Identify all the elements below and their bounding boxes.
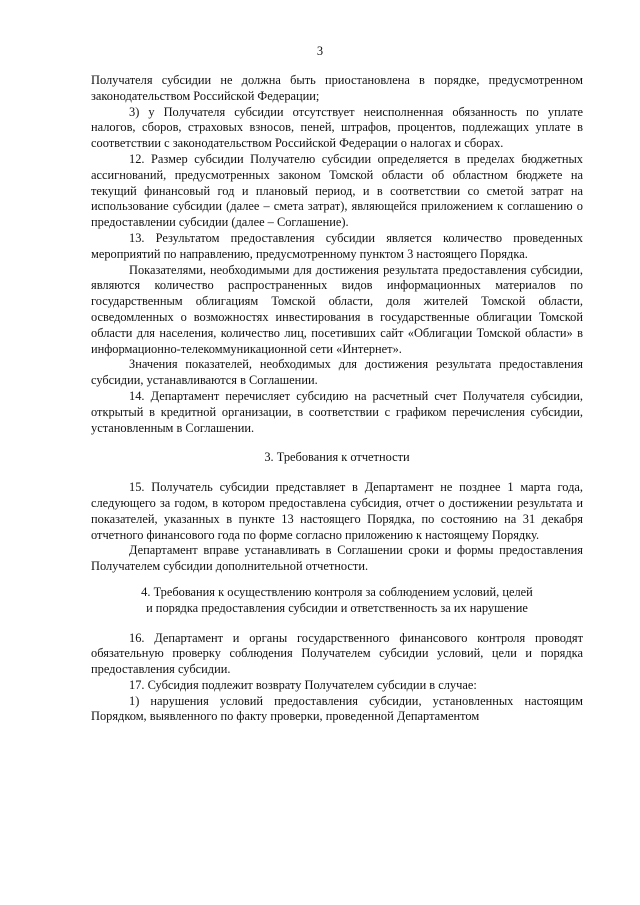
page-number: 3 [316, 44, 324, 58]
paragraph: 16. Департамент и органы государственного финансового контроля проводят обязательную проверку соблюдения Получателем субсидии условий, цели и порядка предоставления субсидии. [91, 630, 583, 677]
section-heading-3: 3. Требования к отчетности [264, 450, 410, 465]
paragraph: 13. Результатом предоставления субсидии является количество проведенных мероприятий по направлению, предусмотренному пунктом 3 настоящего Порядка. [91, 230, 583, 261]
paragraph: 3) у Получателя субсидии отсутствует неисполненная обязанность по уплате налогов, сборов, страховых взносов, пеней, штрафов, процентов, подлежащих уплате в соответствии с законодательством Российской Федерации о налогах и сборах. [91, 104, 583, 151]
paragraph: 17. Субсидия подлежит возврату Получателем субсидии в случае: [129, 677, 477, 692]
section-heading-4-line: и порядка предоставления субсидии и ответственность за их нарушение [146, 600, 528, 615]
paragraph: 12. Размер субсидии Получателю субсидии определяется в пределах бюджетных ассигнований, предусмотренных законом Томской области об областном бюджете на текущий финансовый год и плановый период, и в соответствии со сметой затрат на использование субсидии (далее – смета затрат), являющейся приложением к соглашению о предоставлении субсидии (далее – Соглашение). [91, 151, 583, 230]
paragraph: Департамент вправе устанавливать в Соглашении сроки и формы предоставления Получателем субсидии дополнительной отчетности. [91, 543, 583, 574]
paragraph: Значения показателей, необходимых для достижения результата предоставления субсидии, устанавливаются в Соглашении. [91, 357, 583, 388]
paragraph: 15. Получатель субсидии представляет в Департамент не позднее 1 марта года, следующего за годом, в котором предоставлена субсидия, отчет о достижении результата и показателей, указанных в пункте 13 настоящего Порядка, по состоянию на 31 декабря отчетного финансового года по форме согласно приложению к настоящему Порядку. [91, 480, 583, 542]
section-heading-4 [91, 585, 583, 617]
paragraph: 1) нарушения условий предоставления субсидии, установленных настоящим Порядком, выявленного по факту проверки, проведенной Департаментом [91, 693, 583, 724]
paragraph: Показателями, необходимыми для достижения результата предоставления субсидии, являются количество распространенных видов информационных материалов по государственным облигациям Томской области, доля жителей Томской области, осведомленных о возможностях инвестирования в государственные облигации Томской области для населения, количество лиц, посетивших сайт «Облигации Томской области» в информационно-телекоммуникационной сети «Интернет». [91, 262, 583, 356]
paragraph: Получателя субсидии не должна быть приостановлена в порядке, предусмотренном законодательством Российской Федерации; [91, 73, 583, 103]
paragraph: 14. Департамент перечисляет субсидию на расчетный счет Получателя субсидии, открытый в кредитной организации, в соответствии с графиком перечисления субсидии, установленным в Соглашении. [91, 388, 583, 435]
section-heading-4-line: 4. Требования к осуществлению контроля за соблюдением условий, целей [141, 584, 533, 599]
document-body [91, 73, 583, 725]
